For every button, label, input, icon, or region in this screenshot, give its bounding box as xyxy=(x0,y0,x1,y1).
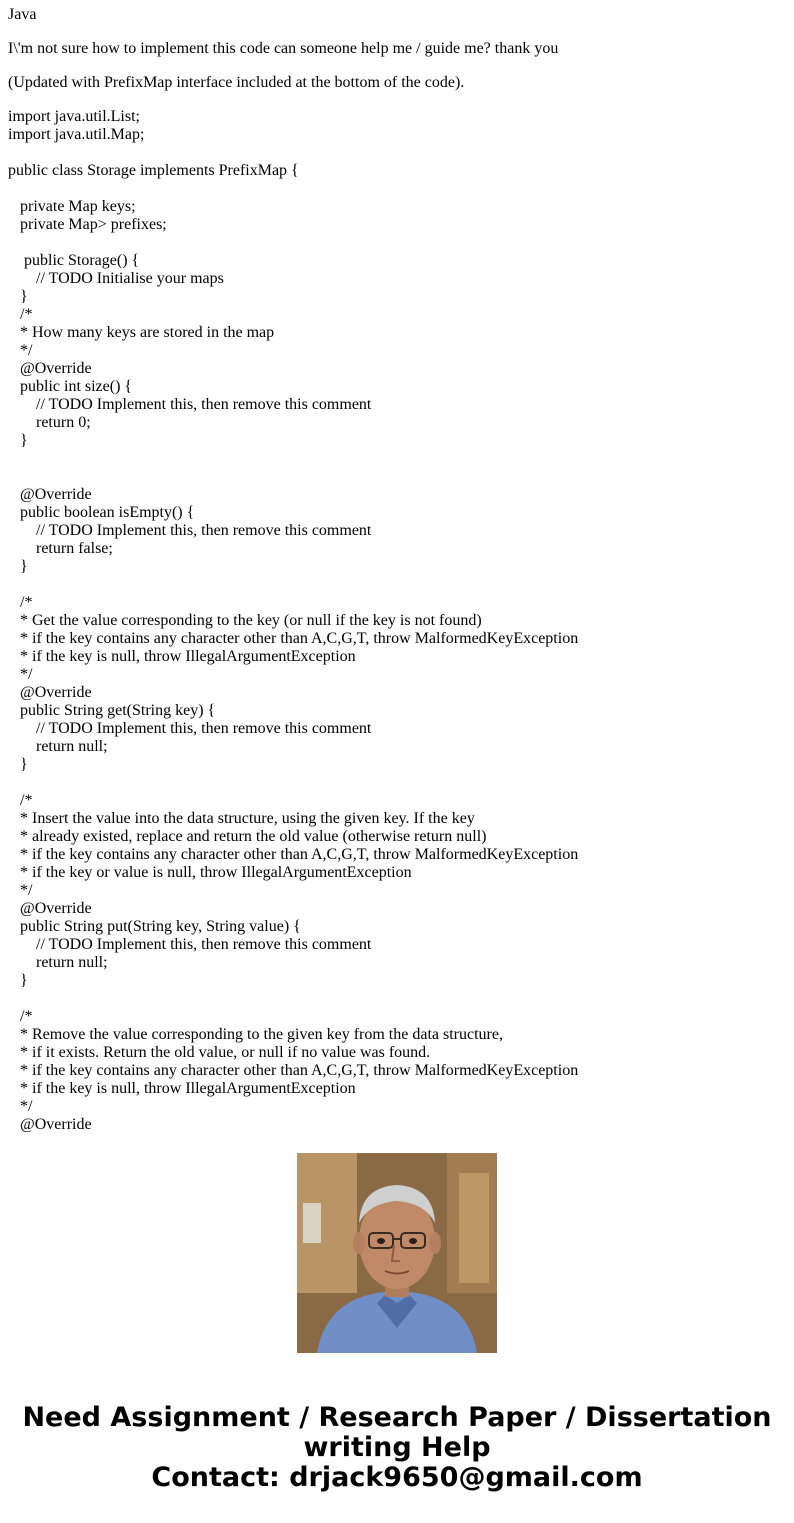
code-line: private Map> prefixes; xyxy=(8,216,167,233)
code-line: return 0; xyxy=(8,414,91,431)
code-line: * if the key contains any character other than A,C,G,T, throw MalformedKeyException xyxy=(8,1062,579,1079)
banner-contact: Contact: drjack9650@gmail.com xyxy=(151,1462,643,1493)
code-line: * if the key contains any character other than A,C,G,T, throw MalformedKeyException xyxy=(8,846,579,863)
code-line: @Override xyxy=(8,1116,92,1133)
code-line: return null; xyxy=(8,954,108,971)
code-line: */ xyxy=(8,666,33,683)
code-line: /* xyxy=(8,1008,33,1025)
code-line: } xyxy=(8,432,28,449)
code-line: * if the key contains any character other than A,C,G,T, throw MalformedKeyException xyxy=(8,630,579,647)
code-line: * already existed, replace and return the old value (otherwise return null) xyxy=(8,828,487,845)
code-line xyxy=(8,450,788,468)
update-note: (Updated with PrefixMap interface included at the bottom of the code). xyxy=(8,74,465,91)
code-line: public int size() { xyxy=(8,378,133,395)
code-line: public Storage() { xyxy=(8,252,140,269)
code-line: * if the key is null, throw IllegalArgumentException xyxy=(8,648,356,665)
code-line: * Remove the value corresponding to the given key from the data structure, xyxy=(8,1026,503,1043)
code-line: */ xyxy=(8,1098,33,1115)
question-title: Java xyxy=(8,6,37,23)
code-line: } xyxy=(8,756,28,773)
code-line: // TODO Initialise your maps xyxy=(8,270,224,287)
code-line: } xyxy=(8,558,28,575)
code-line: * if it exists. Return the old value, or null if no value was found. xyxy=(8,1044,431,1061)
code-line: */ xyxy=(8,882,33,899)
code-line: public class Storage implements PrefixMap { xyxy=(8,162,299,179)
code-line: * Insert the value into the data structure, using the given key. If the key xyxy=(8,810,475,827)
code-line: @Override xyxy=(8,486,92,503)
code-line xyxy=(8,576,788,594)
code-line xyxy=(8,468,788,486)
code-line: @Override xyxy=(8,900,92,917)
code-line xyxy=(8,234,788,252)
code-line: * How many keys are stored in the map xyxy=(8,324,275,341)
code-line: private Map keys; xyxy=(8,198,136,215)
code-line: return null; xyxy=(8,738,108,755)
code-line: public String get(String key) { xyxy=(8,702,216,719)
code-line: import java.util.List; xyxy=(8,108,140,125)
avatar-photo xyxy=(297,1153,497,1353)
code-line: public boolean isEmpty() { xyxy=(8,504,195,521)
code-line: @Override xyxy=(8,360,92,377)
code-line: } xyxy=(8,972,28,989)
contact-banner xyxy=(0,1403,794,1493)
code-line: // TODO Implement this, then remove this comment xyxy=(8,396,372,413)
code-line: public String put(String key, String value) { xyxy=(8,918,301,935)
code-line: * Get the value corresponding to the key (or null if the key is not found) xyxy=(8,612,482,629)
code-line: // TODO Implement this, then remove this comment xyxy=(8,522,372,539)
code-line: * if the key is null, throw IllegalArgumentException xyxy=(8,1080,356,1097)
code-line: * if the key or value is null, throw IllegalArgumentException xyxy=(8,864,412,881)
code-line xyxy=(8,180,788,198)
code-line: /* xyxy=(8,306,33,323)
avatar xyxy=(297,1153,497,1353)
code-line: /* xyxy=(8,594,33,611)
code-line xyxy=(8,990,788,1008)
question-intro: I\'m not sure how to implement this code can someone help me / guide me? thank you xyxy=(8,40,559,57)
code-line: */ xyxy=(8,342,33,359)
code-line: import java.util.Map; xyxy=(8,126,145,143)
banner-line-1: Need Assignment / Research Paper / Dissertation xyxy=(22,1402,772,1433)
code-line: @Override xyxy=(8,684,92,701)
code-line xyxy=(8,774,788,792)
banner-line-2: writing Help xyxy=(303,1432,491,1463)
code-line: /* xyxy=(8,792,33,809)
code-line xyxy=(8,144,788,162)
question-content xyxy=(8,6,788,1133)
code-line: // TODO Implement this, then remove this comment xyxy=(8,720,372,737)
code-line: } xyxy=(8,288,28,305)
code-line: return false; xyxy=(8,540,113,557)
code-line: // TODO Implement this, then remove this comment xyxy=(8,936,372,953)
code-block xyxy=(8,108,788,1134)
